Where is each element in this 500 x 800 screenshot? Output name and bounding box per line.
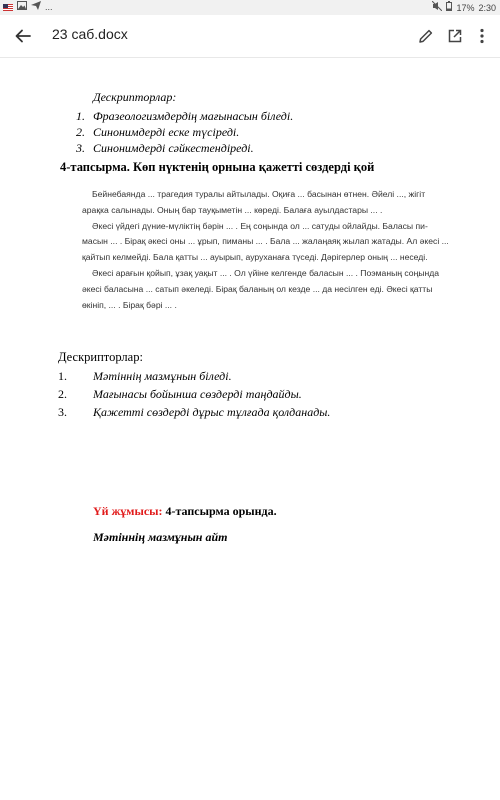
paragraph-line: Әкесі үйдегі дүние-мүліктің бәрін ... . Ең соңында ол ... сатуды ойлайды. Баласы пи- [92, 220, 428, 231]
list-text: Синонимдерді еске түсіреді. [93, 125, 240, 139]
back-arrow-icon[interactable] [12, 26, 34, 46]
descriptors-title: Дескрипторлар: [93, 90, 177, 104]
mute-icon [432, 1, 442, 14]
status-bar-right [432, 1, 496, 14]
list-text: Қажетті сөздерді дұрыс тұлғада қолданады. [93, 405, 331, 419]
list-number: 2. [76, 125, 85, 139]
homework-line [93, 504, 277, 519]
clock: 2:30 [478, 2, 496, 13]
paragraph-line: Бейнебаянда ... трагедия туралы айтылады. Оқиға ... басынан өтнен. Әйелі ..., жігіт [92, 189, 426, 199]
status-bar [0, 0, 500, 15]
document-title: 23 саб.docx [52, 26, 128, 42]
list-item [76, 124, 293, 140]
paragraph-line: масын ... . Бірақ әкесі оны ... ұрып, пиманы ... . Бала ... жалаңаяқ жылап жатады. Ал әкесі ... [82, 236, 449, 247]
list-number: 3. [58, 405, 67, 419]
descriptors-list [76, 108, 293, 156]
image-icon [17, 1, 27, 13]
list-number: 1. [76, 109, 85, 123]
homework-text: 4-тапсырма орында. [162, 504, 277, 518]
paragraph-line: әкесі баласына ... сатып әкеледі. Бірақ баланың ол кезде ... да несілген еді. Әкесі қатты [82, 283, 433, 294]
descriptors2-title: Дескрипторлар: [58, 350, 143, 364]
list-text: Фразеологизмдердің мағынасын біледі. [93, 109, 294, 123]
paragraph-line: Әкесі арағын қойып, ұзақ уақыт ... . Ол үйіне келгенде баласын ... . Поэманың соңында [92, 267, 440, 278]
flag-icon [3, 4, 13, 11]
list-item [76, 108, 293, 124]
list-number: 2. [58, 387, 67, 401]
list-text: Мағынасы бойынша сөздерді таңдайды. [93, 387, 302, 401]
app-bar [0, 15, 500, 58]
list-text: Синонимдерді сәйкестендіреді. [93, 141, 254, 155]
final-line: Мәтіннің мазмұнын айт [93, 530, 228, 544]
more-vert-icon[interactable] [472, 26, 492, 46]
send-icon [31, 1, 41, 13]
open-external-icon[interactable] [445, 26, 465, 46]
edit-pencil-icon[interactable] [416, 26, 436, 46]
paragraph-line: қайтып келмейді. Бала қатты ... ауырып, ауруханаға түседі. Дәрігерлер оның ... неседі. [82, 252, 428, 263]
paragraph-line: өкініп, ... . Бірақ бәрі ... . [82, 299, 177, 310]
paragraph-line: арақка салынады. Оның бар тауқыметін ... көреді. Балаға ауылдастары ... . [82, 204, 383, 215]
list-number: 3. [76, 141, 85, 155]
status-bar-left [3, 1, 53, 13]
status-left-text: ... [45, 2, 53, 12]
battery-icon [446, 1, 452, 14]
battery-percent: 17% [456, 2, 475, 13]
homework-label: Үй жұмысы: [93, 504, 163, 518]
task4-heading: 4-тапсырма. Көп нүктенің орнына қажетті сөздерді қой [60, 160, 375, 174]
list-number: 1. [58, 369, 67, 383]
list-text: Мәтіннің мазмұнын біледі. [93, 369, 232, 383]
list-item [76, 140, 293, 156]
task-paragraph [82, 187, 458, 313]
